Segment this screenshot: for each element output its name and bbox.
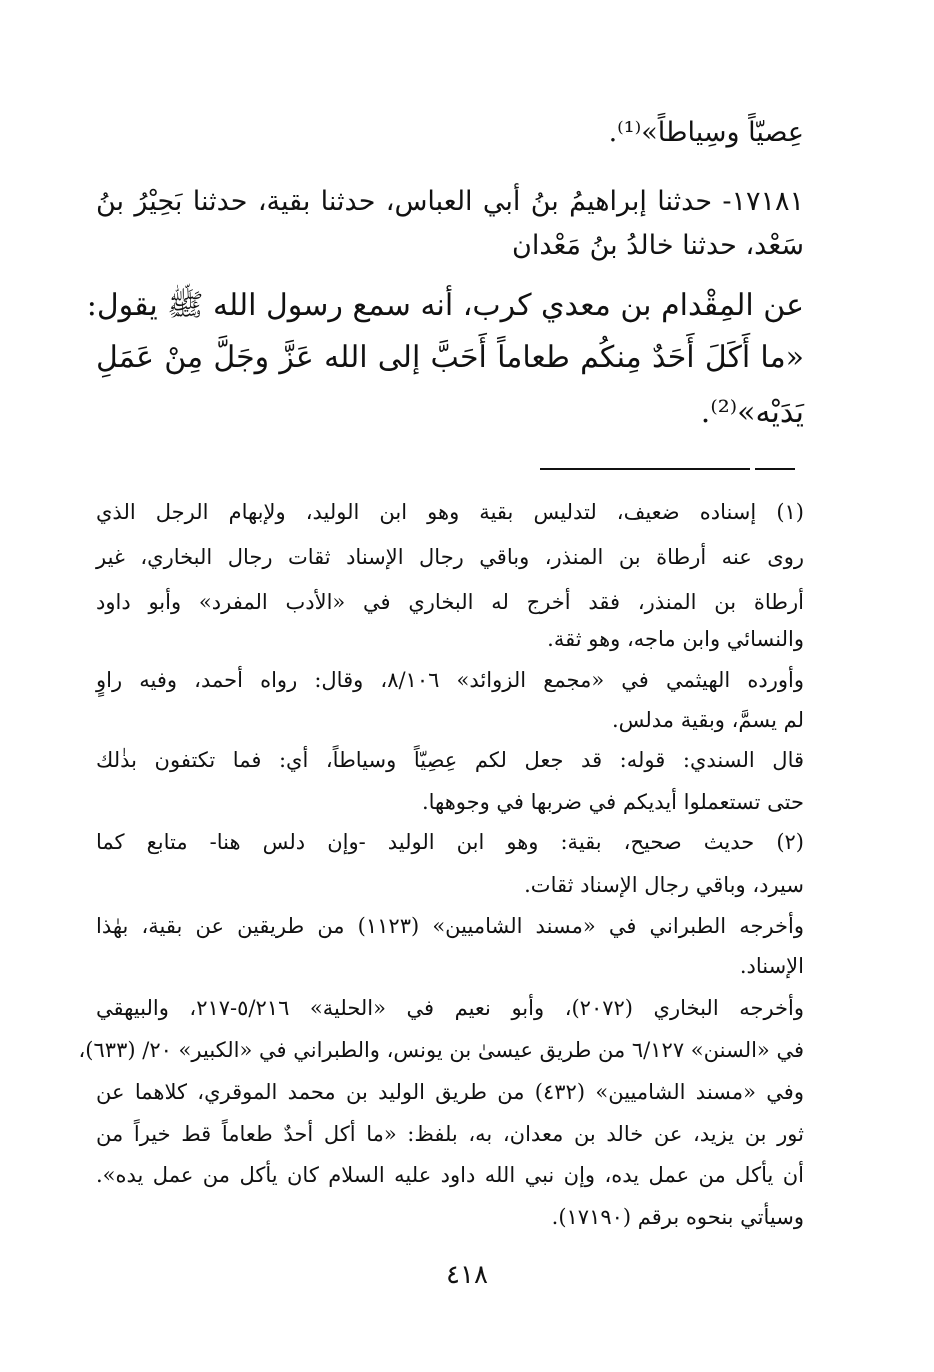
footnote-line: أرطاة بن المنذر، فقد أخرج له البخاري في «الأدب المفرد» وأبو داود [96, 590, 804, 614]
footnote-line: روى عنه أرطاة بن المنذر، وباقي رجال الإسناد ثقات رجال البخاري، غير [96, 545, 804, 569]
footnote-line: الإسناد. [739, 954, 804, 978]
main-text-line-1: عِصيّاً وسِياطاً»⁽¹⁾. [608, 117, 804, 148]
footnote-line: وسيأتي بنحوه برقم (١٧١٩٠). [551, 1205, 804, 1229]
footnote-line: (٢) حديث صحيح، بقية: وهو ابن الوليد -وإن دلس هنا- متابع كما [96, 830, 804, 854]
footnote-line: حتى تستعملوا أيديكم في ضربها في وجوهها. [421, 790, 804, 814]
footnote-line: لم يسمَّ، وبقية مدلس. [611, 708, 804, 732]
footnote-line: ثور بن يزيد، عن خالد بن معدان، به، بلفظ: «ما أكل أحدٌ طعاماً قط خيراً من [96, 1122, 804, 1146]
footnote-line: في «السنن» ٦/١٢٧ من طريق عيسىٰ بن يونس، والطبراني في «الكبير» ٢٠/ (٦٣٣)، [78, 1038, 804, 1062]
footnote-line: وفي «مسند الشاميين» (٤٣٢) من طريق الوليد بن محمد الموقري، كلاهما عن [96, 1080, 804, 1104]
footnote-line: قال السندي: قوله: قد جعل لكم عِصِيّاً وسياطاً، أي: فما تكتفون بذٰلك [96, 748, 804, 772]
main-text-line-5: «ما أَكَلَ أَحَدٌ مِنكُم طعاماً أَحَبَّ إلى الله عَزَّ وجَلَّ مِنْ عَمَلِ [96, 340, 804, 375]
footnote-line: وأخرجه البخاري (٢٠٧٢)، وأبو نعيم في «الحلية» ٥/٢١٦-٢١٧، والبيهقي [96, 996, 804, 1020]
footnote-separator-short [755, 468, 795, 470]
footnote-line: وأورده الهيثمي في «مجمع الزوائد» ٨/١٠٦، وقال: رواه أحمد، وفيه راوٍ [96, 668, 804, 692]
footnote-line: أن يأكل من عمل يده، وإن نبي الله داود عليه السلام كان يأكل من عمل يده». [96, 1163, 804, 1187]
footnote-line: (١) إسناده ضعيف، لتدليس بقية وهو ابن الوليد، ولإبهام الرجل الذي [96, 500, 804, 524]
footnote-line: والنسائي وابن ماجه، وهو ثقة. [547, 627, 804, 651]
main-text-line-6: يَدَيْه»⁽²⁾. [700, 395, 804, 430]
main-text-line-4: عن المِقْدام بن معدي كرب، أنه سمع رسول الله ﷺ يقول: [86, 288, 804, 323]
main-text-line-3: سَعْد، حدثنا خالدُ بنُ مَعْدان [512, 230, 804, 261]
footnote-separator [540, 468, 750, 470]
page-number: ٤١٨ [446, 1260, 488, 1290]
footnote-line: وأخرجه الطبراني في «مسند الشاميين» (١١٢٣) من طريقين عن بقية، بهٰذا [96, 914, 804, 938]
footnote-line: سيرد، وباقي رجال الإسناد ثقات. [524, 873, 804, 897]
main-text-line-2: ١٧١٨١- حدثنا إبراهيمُ بنُ أبي العباس، حدثنا بقية، حدثنا بَحِيْرُ بنُ [96, 186, 804, 217]
